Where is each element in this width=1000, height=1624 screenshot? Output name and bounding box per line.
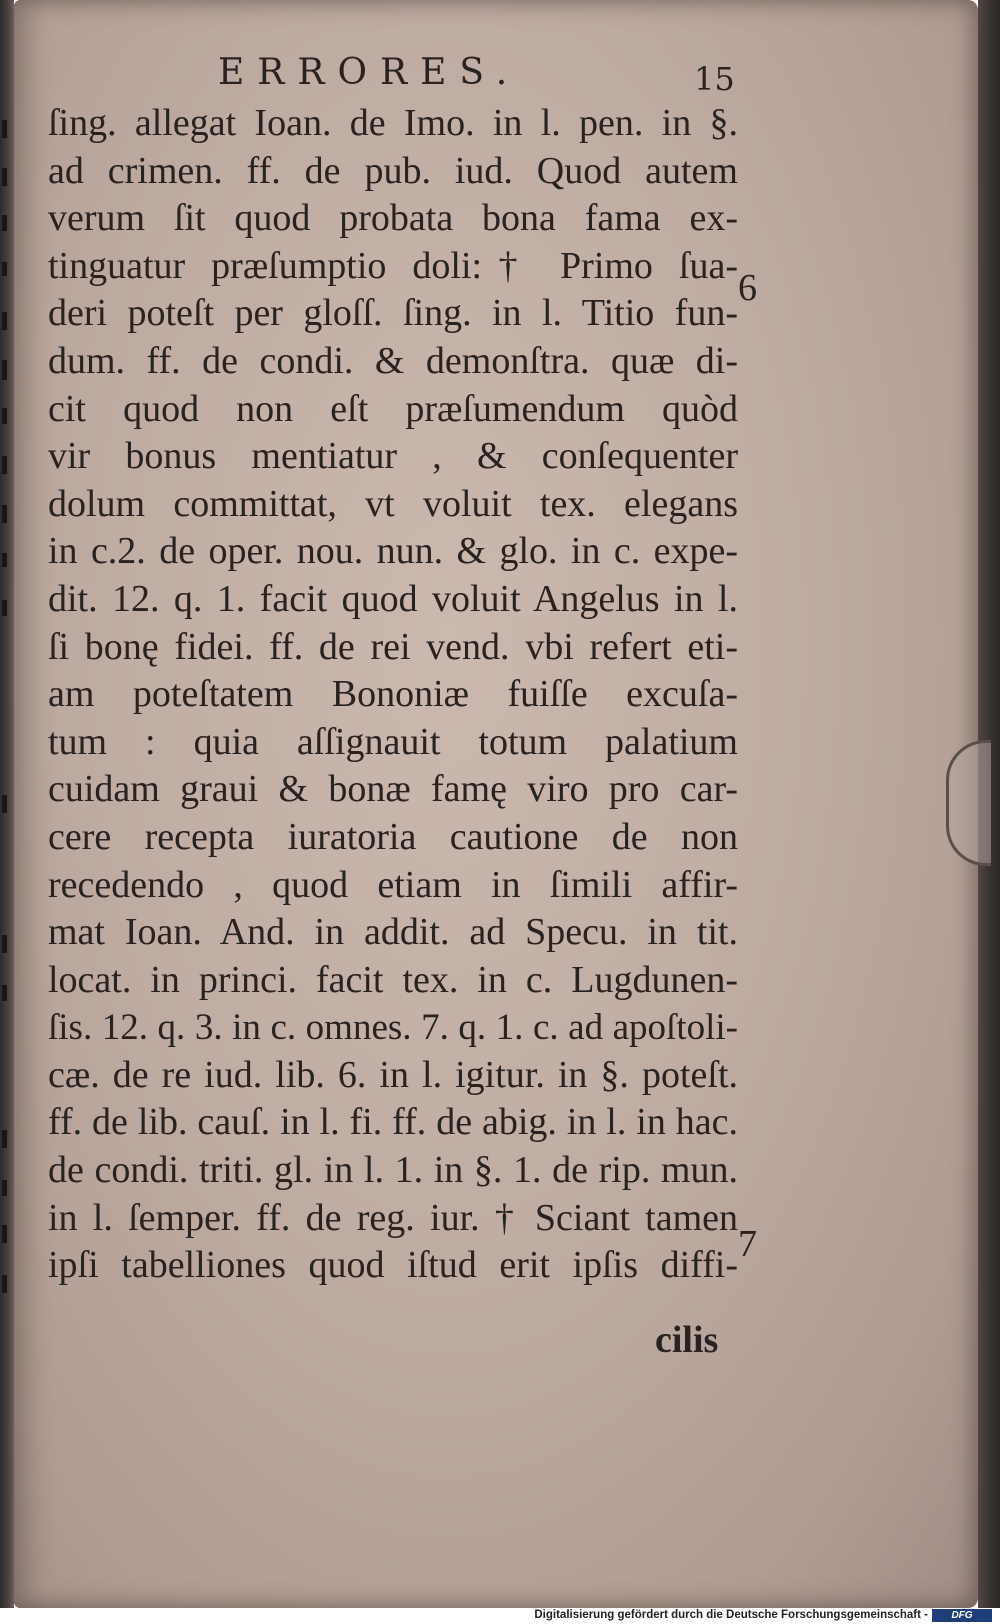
text-line: dum. ff. de condi. & demonſtra. quæ di- xyxy=(48,339,738,382)
text-line: tinguatur præſumptio doli:† Primo ſua- xyxy=(48,244,738,287)
text-line: dolum committat, vt voluit tex. elegans xyxy=(48,482,738,525)
catchword: cilis xyxy=(655,1319,719,1361)
text-line: ſis. 12. q. 3. in c. omnes. 7. q. 1. c. ad apoſtoli- xyxy=(48,1007,738,1049)
page-body-text xyxy=(48,100,738,1290)
text-line: vir bonus mentiatur , & conſequenter xyxy=(48,435,738,478)
text-line: dit. 12. q. 1. facit quod voluit Angelus in l. xyxy=(48,577,738,620)
marginal-note-number: 6 xyxy=(738,267,757,309)
dfg-logo: DFG xyxy=(932,1609,992,1622)
text-line: ſi bonę fidei. ff. de rei vend. vbi refert eti- xyxy=(48,625,738,668)
text-line: cuidam graui & bonæ famę viro pro car- xyxy=(48,768,738,811)
text-line: de condi. triti. gl. in l. 1. in §. 1. de rip. mun. xyxy=(48,1149,738,1192)
marginal-note-number: 7 xyxy=(738,1223,757,1265)
text-line: am poteſtatem Bononiæ fuiſſe excuſa- xyxy=(48,673,738,716)
text-line: ff. de lib. cauſ. in l. fi. ff. de abig. in l. in hac. xyxy=(48,1101,738,1144)
text-line: ipſi tabelliones quod iſtud erit ipſis diffi- xyxy=(48,1244,738,1287)
adjacent-page-edge-marks xyxy=(0,0,14,1608)
text-line: ad crimen. ff. de pub. iud. Quod autem xyxy=(48,149,738,192)
text-line: tum : quia aſſignauit totum palatium xyxy=(48,720,738,763)
page-number: 15 xyxy=(694,60,735,98)
text-line: cæ. de re iud. lib. 6. in l. igitur. in §. poteſt. xyxy=(48,1053,738,1096)
text-line: ſing. allegat Ioan. de Imo. in l. pen. in §. xyxy=(48,102,738,144)
text-line: in l. ſemper. ff. de reg. iur. † Sciant tamen xyxy=(48,1196,738,1239)
funding-credit: Digitalisierung gefördert durch die Deutsche Forschungsgemeinschaft - xyxy=(534,1609,928,1621)
text-line: deri poteſt per gloſſ. ſing. in l. Titio fun- xyxy=(48,292,738,335)
text-line: in c.2. de oper. nou. nun. & glo. in c. expe- xyxy=(48,530,738,573)
text-line: cit quod non eſt præſumendum quòd xyxy=(48,387,738,430)
running-head: ERRORES. xyxy=(218,52,521,93)
text-line: locat. in princi. facit tex. in c. Lugdunen- xyxy=(48,958,738,1001)
text-line: mat Ioan. And. in addit. ad Specu. in tit. xyxy=(48,911,738,954)
text-line: recedendo , quod etiam in ſimili affir- xyxy=(48,863,738,906)
text-line: cere recepta iuratoria cautione de non xyxy=(48,815,738,858)
text-line: verum ſit quod probata bona fama ex- xyxy=(48,197,738,240)
page-clip xyxy=(946,740,991,866)
digitization-footer xyxy=(0,1608,1000,1624)
